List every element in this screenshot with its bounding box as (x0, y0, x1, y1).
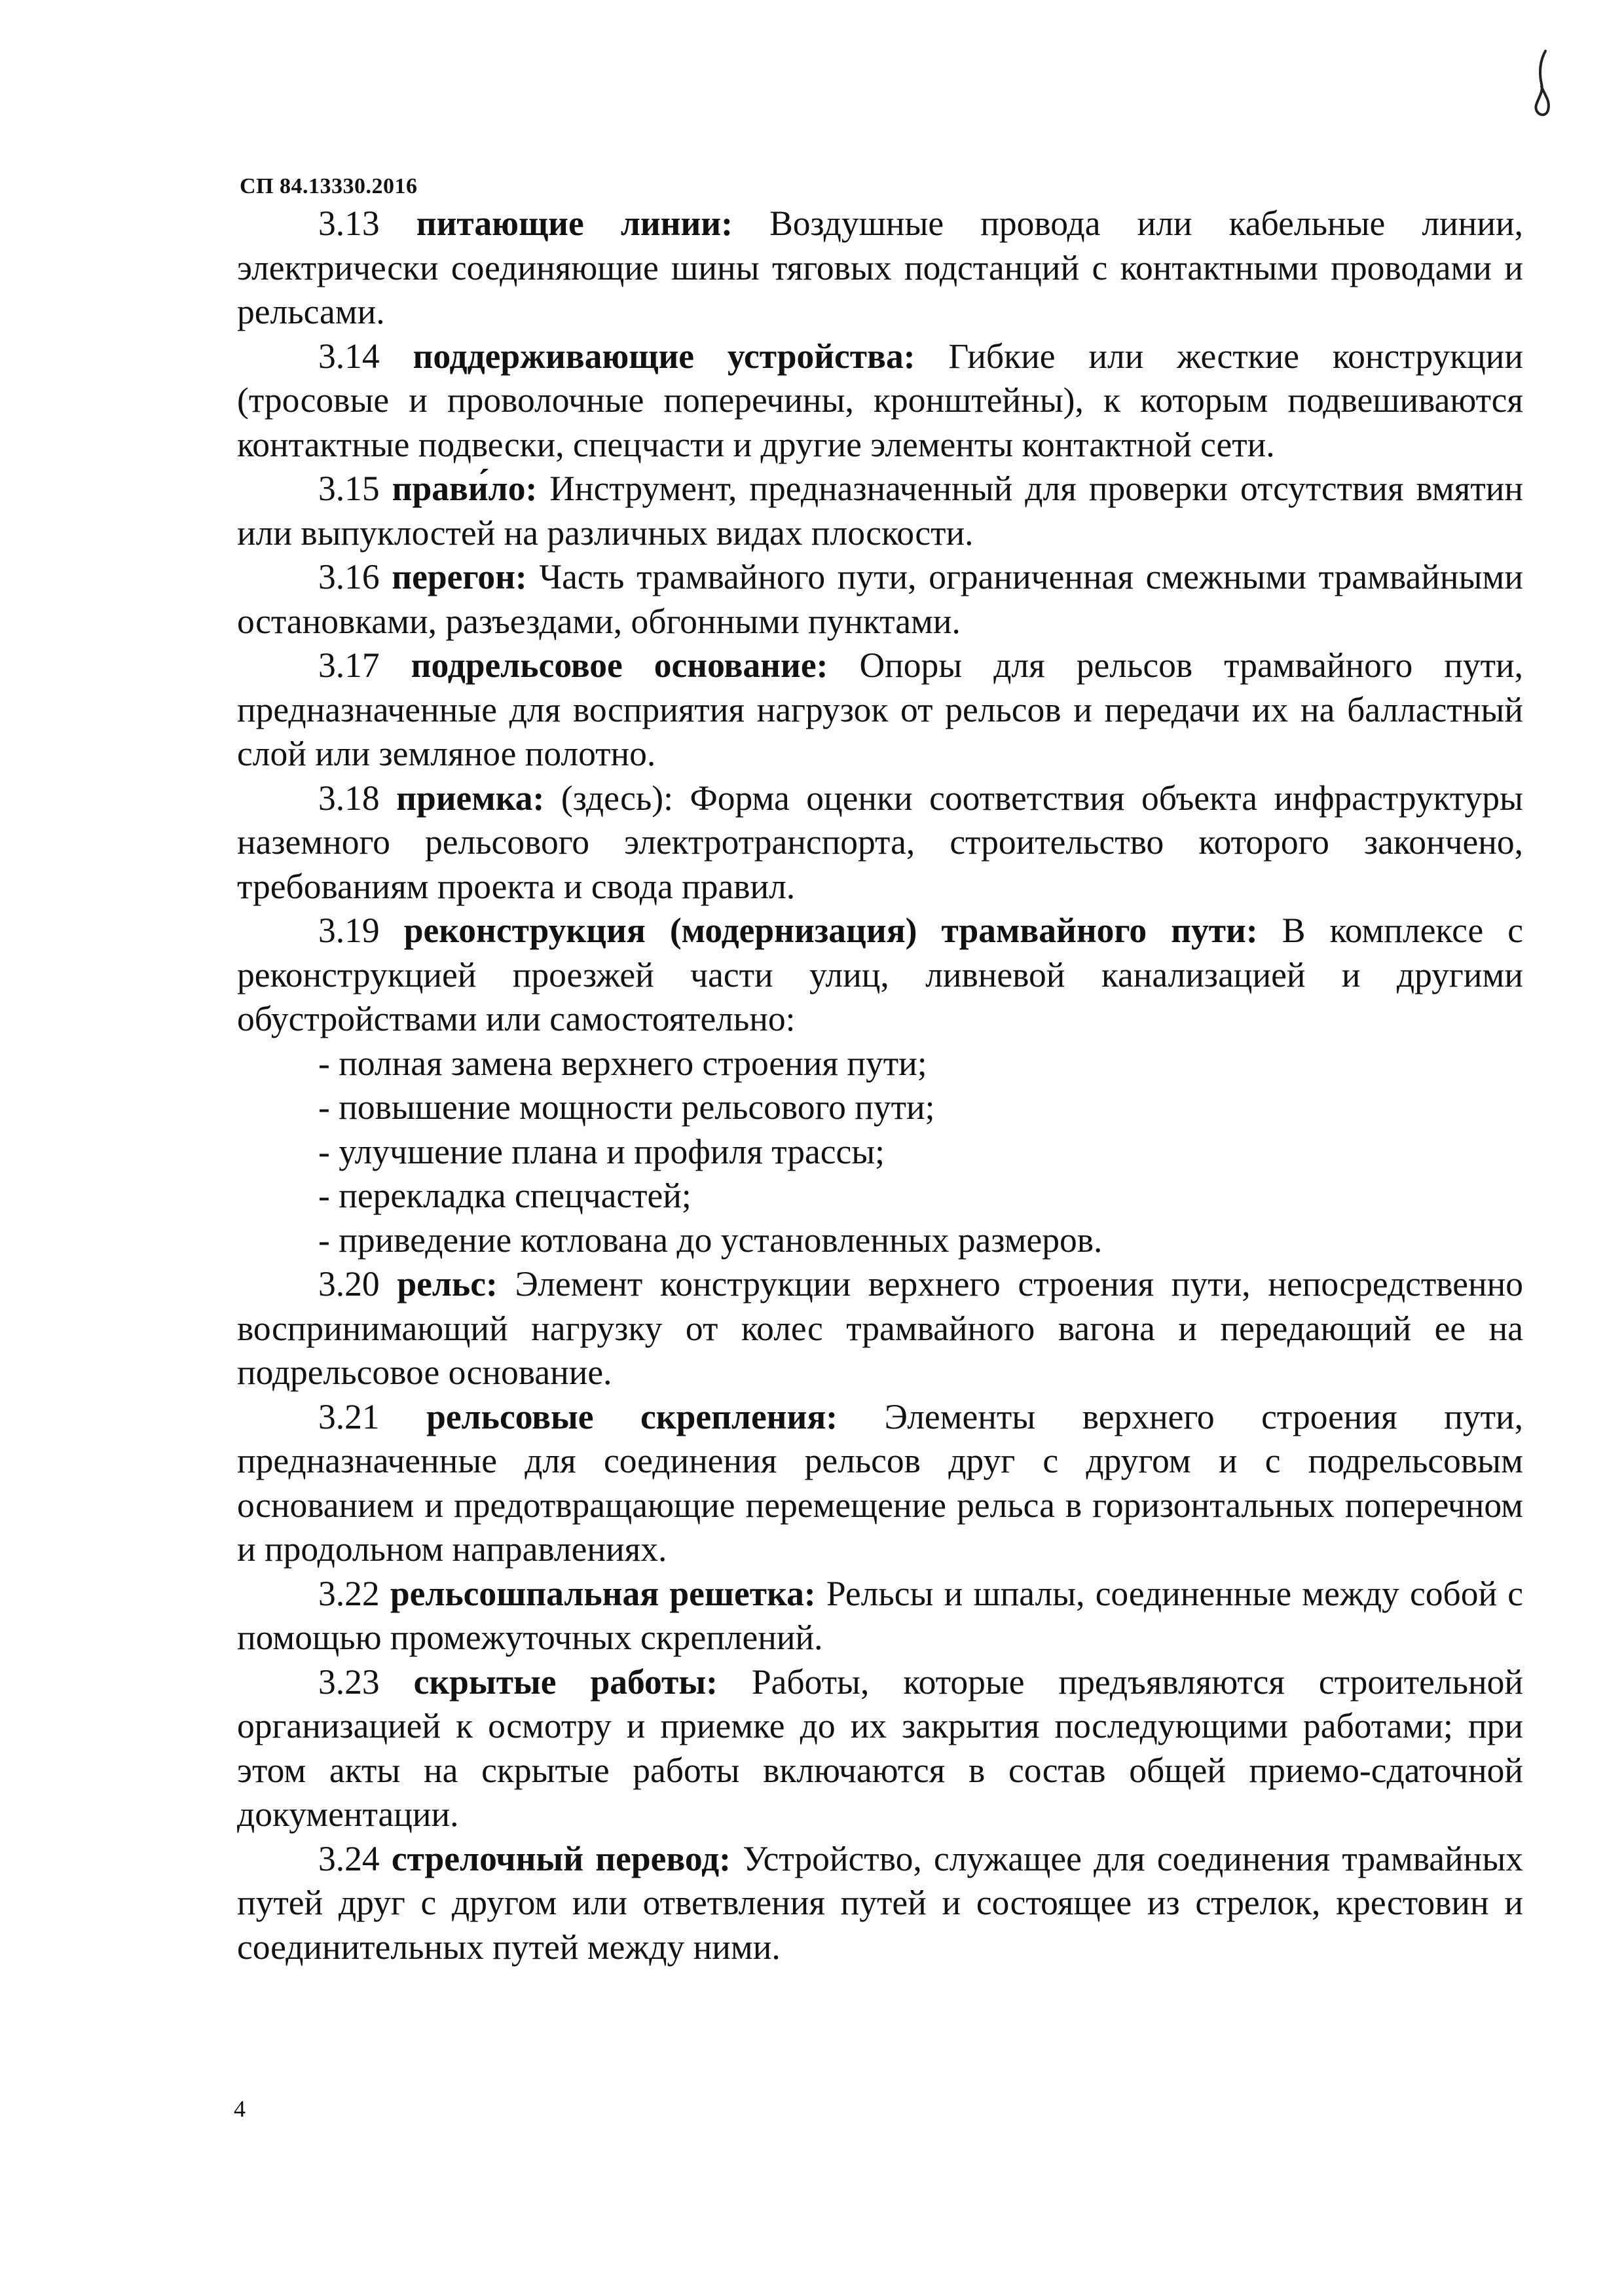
definition-3-22 (237, 1572, 1523, 1660)
definition-3-18 (237, 776, 1523, 909)
definition-3-17 (237, 644, 1523, 776)
document-code: СП 84.13330.2016 (240, 174, 418, 198)
definition-3-23 (237, 1660, 1523, 1837)
definition-text: Работы, которые предъявляются строительной организацией к осмотру и приемке до их закрытия последующими работами; при этом акты на скрытые работы включаются в состав общей приемо-сдаточной документации. (237, 1662, 1524, 1834)
definition-term: поддерживающие устройства: (413, 336, 915, 376)
handwritten-page-mark-icon (1526, 46, 1559, 124)
definition-text: Элемент конструкции верхнего строения пути, непосредственно воспринимающий нагрузку от колес трамвайного вагона и передающий ее на подрельсовое основание. (237, 1264, 1524, 1392)
definition-3-15 (237, 467, 1523, 555)
list-item: - перекладка спецчастей; (318, 1176, 692, 1215)
definition-number: 3.22 (318, 1573, 380, 1613)
definition-number: 3.14 (318, 336, 380, 376)
definition-number: 3.20 (318, 1264, 380, 1303)
list-item: - повышение мощности рельсового пути; (318, 1087, 935, 1127)
definition-term: рельсошпальная решетка: (390, 1573, 816, 1613)
definition-term: стрелочный перевод: (391, 1838, 731, 1878)
definition-term: рельсовые скрепления: (426, 1396, 838, 1436)
definition-text: Рельсы и шпалы, соединенные между собой с помощью промежуточных скреплений. (237, 1573, 1524, 1657)
definition-number: 3.18 (318, 778, 380, 818)
definition-text: Часть трамвайного пути, ограниченная смежными трамвайными остановками, разъездами, обгонными пунктами. (237, 557, 1523, 641)
definition-term: реконструкция (модернизация) трамвайного пути: (403, 911, 1258, 950)
definition-number: 3.23 (318, 1662, 380, 1702)
definition-number: 3.16 (318, 557, 380, 596)
list-item: - полная замена верхнего строения пути; (318, 1043, 927, 1083)
definition-text: Опоры для рельсов трамвайного пути, предназначенные для восприятия нагрузок от рельсов и передачи их на балластный слой или земляное полотно. (237, 646, 1524, 773)
definition-number: 3.17 (318, 646, 380, 685)
definition-text: Инструмент, предназначенный для проверки отсутствия вмятин или выпуклостей на различных видах плоскости. (237, 469, 1524, 553)
definition-term: приемка: (396, 778, 545, 818)
definition-3-20 (237, 1262, 1523, 1395)
definition-3-21 (237, 1395, 1523, 1572)
definition-3-24 (237, 1837, 1523, 1970)
definitions-section (237, 202, 1523, 1969)
definition-text: В комплексе с реконструкцией проезжей части улиц, ливневой канализацией и другими обустройствами или самостоятельно: (237, 911, 1524, 1038)
definition-number: 3.15 (318, 469, 380, 508)
definition-term: подрельсовое основание: (411, 646, 828, 685)
definition-text: (здесь): Форма оценки соответствия объекта инфраструктуры наземного рельсового электротранспорта, строительство которого закончено, требованиям проекта и свода правил. (237, 778, 1523, 906)
definition-text: Воздушные провода или кабельные линии, электрически соединяющие шины тяговых подстанций с контактными проводами и рельсами. (237, 204, 1523, 331)
definition-3-13 (237, 202, 1523, 335)
definition-number: 3.19 (318, 911, 380, 950)
definition-term: рельс: (397, 1264, 498, 1303)
definition-number: 3.24 (318, 1838, 380, 1878)
definition-term: скрытые работы: (413, 1662, 718, 1702)
definition-text: Устройство, служащее для соединения трамвайных путей друг с другом или ответвления путей и состоящее из стрелок, крестовин и соединительных путей между ними. (237, 1838, 1524, 1967)
definition-term: прави́ло: (392, 469, 538, 508)
definition-term: питающие линии: (416, 204, 733, 243)
definition-text: Элементы верхнего строения пути, предназначенные для соединения рельсов друг с другом и с подрельсовым основанием и предотвращающие перемещение рельса в горизонтальных поперечном и продольном направлениях. (237, 1396, 1524, 1569)
definition-number: 3.13 (318, 204, 380, 243)
list-item: - улучшение плана и профиля трассы; (318, 1131, 885, 1171)
definition-text: Гибкие или жесткие конструкции (тросовые и проволочные поперечины, кронштейны), к которым подвешиваются контактные подвески, спецчасти и другие элементы контактной сети. (237, 336, 1524, 464)
definition-3-14 (237, 335, 1523, 467)
definition-3-19 (237, 909, 1523, 1042)
definition-3-16 (237, 555, 1523, 644)
page-number: 4 (234, 2096, 246, 2122)
list-item: - приведение котлована до установленных размеров. (318, 1220, 1103, 1260)
definition-term: перегон: (392, 557, 527, 596)
definition-number: 3.21 (318, 1396, 380, 1436)
